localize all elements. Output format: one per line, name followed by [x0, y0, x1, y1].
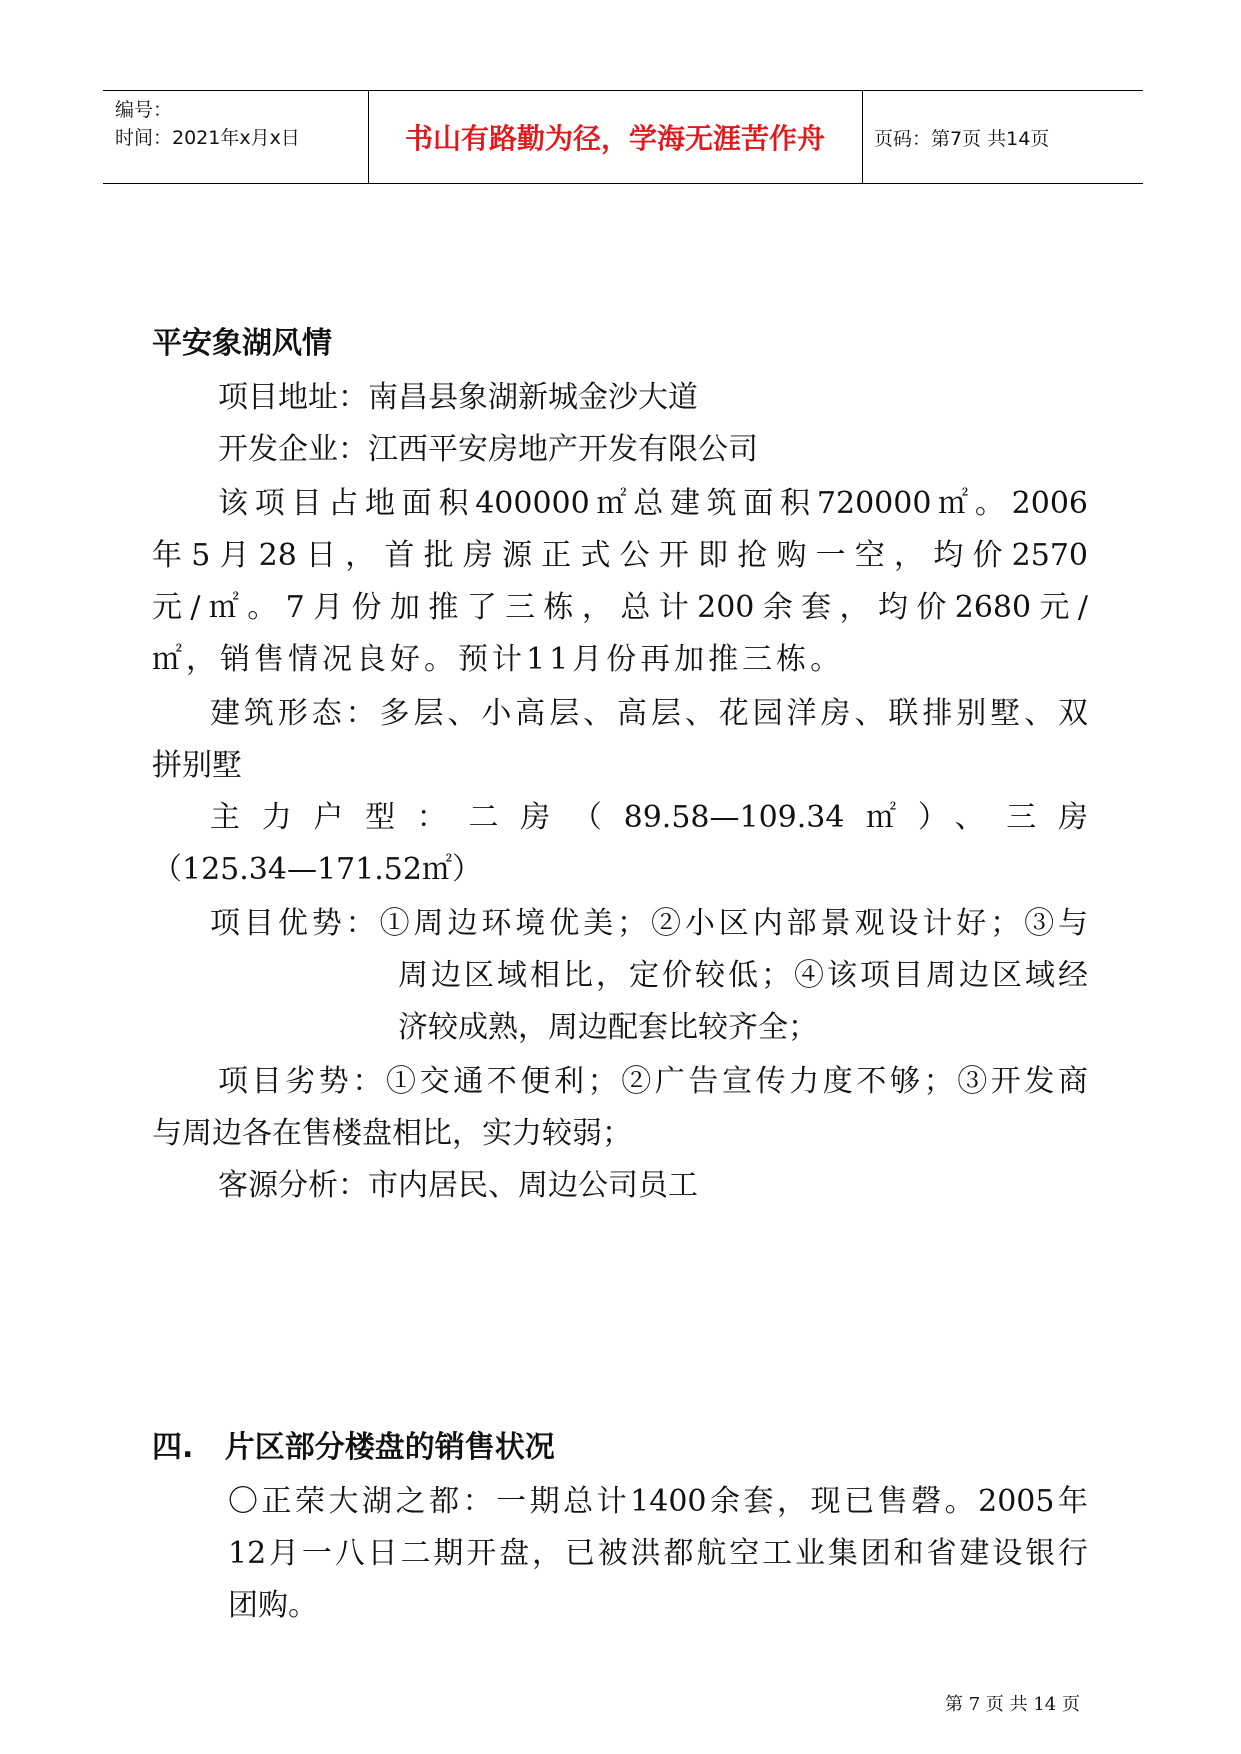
project-address: 项目地址：南昌县象湖新城金沙大道: [218, 380, 698, 415]
project-developer: 开发企业：江西平安房地产开发有限公司: [218, 432, 758, 467]
disadvantages-line-2: 与周边各在售楼盘相比，实力较弱；: [152, 1116, 632, 1151]
building-forms-line-1: 建筑形态：多层、小高层、高层、花园洋房、联排别墅、双: [210, 696, 1088, 731]
unit-types-line-1: 主力户型：二房（89.58—109.34㎡）、三房: [210, 800, 1088, 835]
intro-line-2: 年5月28日，首批房源正式公开即抢购一空，均价2570: [152, 538, 1088, 573]
disadvantages-line-1: 项目劣势：①交通不便利；②广告宣传力度不够；③开发商: [218, 1064, 1088, 1099]
intro-line-1: 该项目占地面积400000㎡总建筑面积720000㎡。2006: [218, 486, 1088, 521]
header-page-cell: [862, 91, 1143, 183]
header-motto-cell: [368, 91, 863, 183]
advantages-line-2: 周边区域相比，定价较低；④该项目周边区域经: [398, 958, 1088, 993]
section-four-title: 四. 片区部分楼盘的销售状况: [152, 1430, 555, 1465]
motto: 书山有路勤为径，学海无涯苦作舟: [404, 122, 825, 155]
header-meta-cell: [103, 91, 369, 183]
page-footer: 第 7 页 共 14 页: [945, 1694, 1080, 1715]
sales-item-line-2: 12月一八日二期开盘，已被洪都航空工业集团和省建设银行: [228, 1536, 1088, 1571]
building-forms-line-2: 拼别墅: [152, 748, 242, 783]
intro-line-4: ㎡，销售情况良好。预计11月份再加推三栋。: [152, 642, 845, 677]
sales-item-line-3: 团购。: [228, 1588, 318, 1623]
customer-analysis: 客源分析：市内居民、周边公司员工: [218, 1168, 698, 1203]
advantages-line-1: 项目优势：①周边环境优美；②小区内部景观设计好；③与: [210, 906, 1088, 941]
section-title: 平安象湖风情: [152, 326, 332, 361]
intro-line-3: 元/㎡。7月份加推了三栋，总计200余套，均价2680元/: [152, 590, 1088, 625]
number-label: 编号：: [115, 99, 173, 121]
unit-types-line-2: （125.34—171.52㎡）: [152, 852, 482, 887]
page-label: 页码：第7页 共14页: [874, 128, 1050, 150]
header-table: [103, 90, 1143, 184]
advantages-line-3: 济较成熟，周边配套比较齐全；: [398, 1010, 818, 1045]
time-label: 时间：2021年x月x日: [115, 127, 300, 149]
sales-item-line-1: 〇正荣大湖之都：一期总计1400余套，现已售磬。2005年: [228, 1484, 1088, 1519]
